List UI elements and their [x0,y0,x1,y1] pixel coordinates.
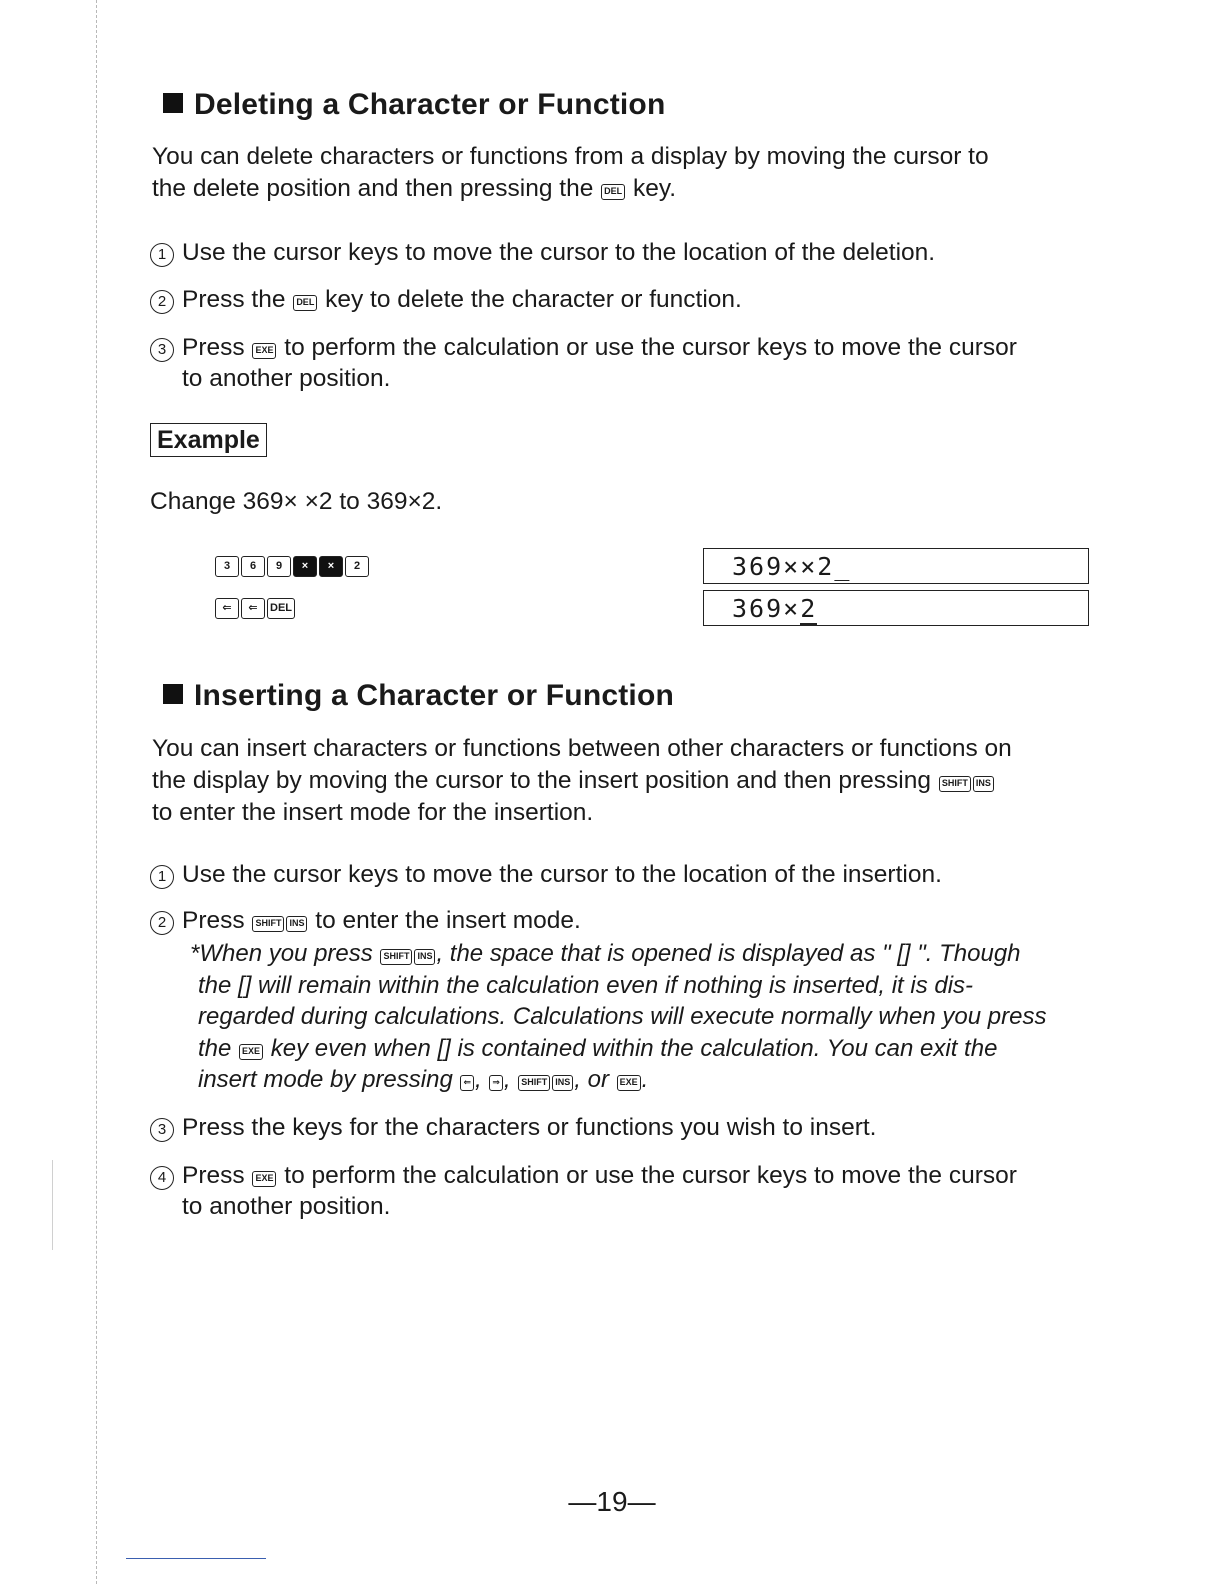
step-number: 2 [150,911,174,935]
display-after [703,590,1089,626]
note-text: regarded during calculations. Calculations will execute normally when you press [198,1003,1047,1030]
left-arrow-key-icon: ⇐ [241,598,265,619]
bullet-square-icon [163,684,183,704]
key-2-icon: 2 [345,556,369,577]
inserting-intro [152,733,1102,829]
step-text: Use the cursor keys to move the cursor to the location of the insertion. [182,861,942,888]
bullet-square-icon [163,93,183,113]
delete-step-3 [150,332,1110,394]
shift-key-icon: SHIFT [518,1075,550,1091]
note-text: *When you press [190,940,373,967]
heading-text: Inserting a Character or Function [194,679,675,712]
note-text: , or [574,1066,609,1093]
insert-step-2 [150,905,1110,936]
note-text: key even when [] is contained within the calculation. You can exit the [270,1034,998,1062]
display-cursor: 2 [800,594,818,623]
step-number: 4 [150,1166,174,1190]
display-text: 369× [732,594,801,623]
del-key-icon: DEL [293,295,317,311]
step-text: key to delete the character or function. [325,286,742,313]
ins-key-icon: INS [552,1075,573,1091]
step-number: 1 [150,865,174,889]
step-text: Use the cursor keys to move the cursor to the location of the deletion. [182,239,936,266]
page-number: —19— [568,1486,656,1517]
intro-line: the delete position and then pressing the [152,175,594,202]
key-sequence-2 [215,598,295,619]
note-text: insert mode by pressing [198,1066,453,1093]
example-text: Change 369× ×2 to 369×2. [150,488,443,515]
ins-key-icon: INS [414,949,435,965]
step-text: Press the [182,286,286,313]
shift-key-icon: SHIFT [380,949,412,965]
section-heading-deleting [163,88,665,122]
step-number: 3 [150,1118,174,1142]
insert-step-3 [150,1112,1110,1143]
section-heading-inserting [163,679,674,713]
display-cursor: _ [834,552,852,581]
note-text: the [] will remain within the calculation even if nothing is inserted, it is dis- [198,971,974,999]
note-text: the [198,1034,232,1062]
step-number: 1 [150,243,174,267]
key-3-icon: 3 [215,556,239,577]
step-text: Press [182,334,245,361]
ins-key-icon: INS [286,916,307,932]
heading-text: Deleting a Character or Function [194,88,666,121]
shift-key-icon: SHIFT [939,776,971,792]
intro-line: You can delete characters or functions from a display by moving the cursor to [152,143,989,170]
step-text: Press the keys for the characters or functions you wish to insert. [182,1114,877,1141]
insert-mode-note: *When you press SHIFT INS , the space that is opened is displayed as " [] ". Though the [] will remain within the calculation even if nothing is inserted, it is dis- regarded during calculations. Calculations will execute normally when you press the EXE key even when [] is contained within the calculation. You can exit the insert mode by pressing ⇐ , ⇒ , SHIFT INS , or EXE . [190,940,1047,1093]
note-text: , the space that is opened is displayed as " [] ". Though [436,940,1021,967]
intro-line: key. [632,175,677,202]
exe-key-icon: EXE [239,1044,263,1060]
delete-step-2 [150,284,1110,315]
intro-line: the display by moving the cursor to the insert position and then pressing [152,767,931,794]
key-multiply-icon: × [319,556,343,577]
deleting-intro [152,141,1102,205]
step-number: 3 [150,338,174,362]
del-key-icon: DEL [601,184,625,200]
ins-key-icon: INS [973,776,994,792]
key-multiply-icon: × [293,556,317,577]
step-text: to another position. [182,1193,391,1220]
step-text: to another position. [182,365,391,392]
right-arrow-key-icon: ⇒ [489,1075,503,1091]
insert-step-4 [150,1160,1110,1222]
insert-step-1 [150,859,1110,890]
key-6-icon: 6 [241,556,265,577]
intro-line: You can insert characters or functions between other characters or functions on [152,735,1012,762]
step-text: to enter the insert mode. [315,907,581,934]
exe-key-icon: EXE [252,1171,276,1187]
example-label: Example [150,423,267,457]
exe-key-icon: EXE [617,1075,641,1091]
step-text: to perform the calculation or use the cursor keys to move the cursor [284,1162,1017,1189]
step-number: 2 [150,290,174,314]
page-edge-line [96,0,98,1584]
left-arrow-key-icon: ⇐ [460,1075,474,1091]
exe-key-icon: EXE [252,343,276,359]
intro-line: to enter the insert mode for the insertion. [152,799,594,826]
del-key-icon: DEL [267,598,295,619]
key-sequence-1 [215,556,369,577]
step-text: Press [182,907,245,934]
key-9-icon: 9 [267,556,291,577]
page-edge-line [52,1160,53,1250]
step-text: to perform the calculation or use the cursor keys to move the cursor [284,334,1017,361]
step-text: Press [182,1162,245,1189]
page-edge-line [126,1558,266,1559]
display-before [703,548,1089,584]
left-arrow-key-icon: ⇐ [215,598,239,619]
shift-key-icon: SHIFT [252,916,284,932]
delete-step-1 [150,237,1110,268]
display-text: 369××2 [732,552,835,581]
